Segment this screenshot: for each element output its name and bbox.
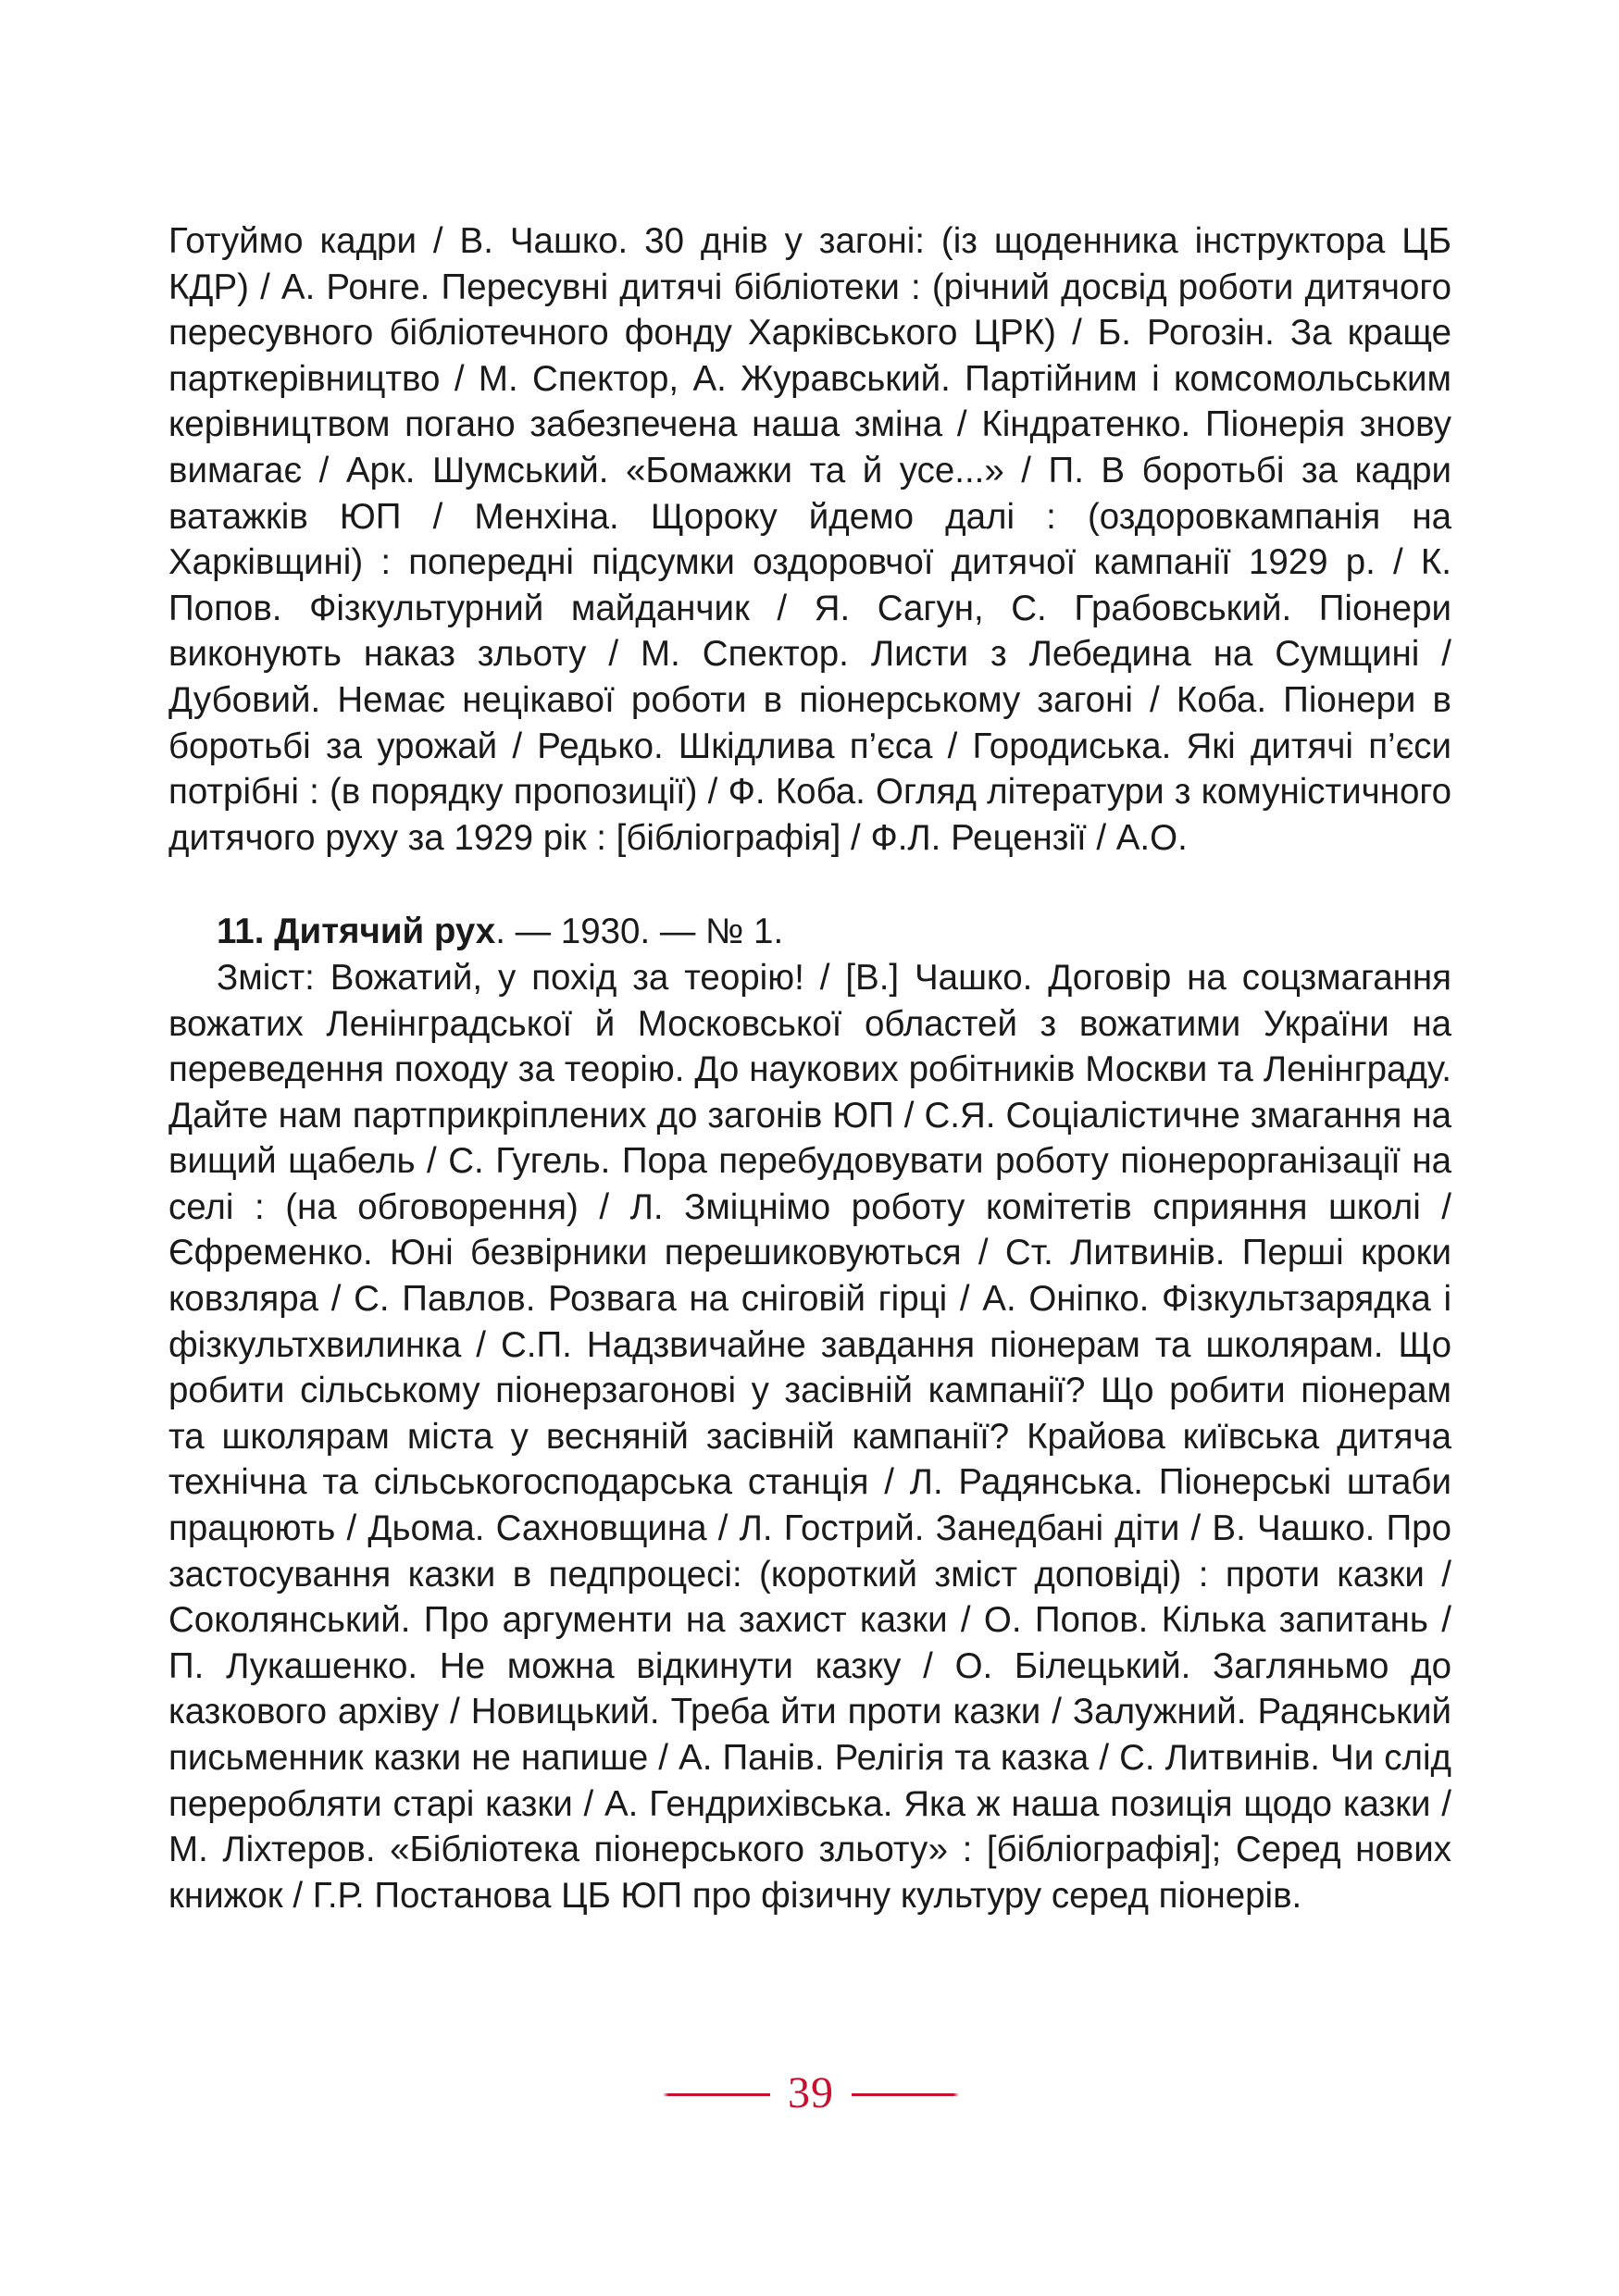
bibliography-entry-heading xyxy=(168,909,1451,955)
footer-rule-right xyxy=(852,2093,953,2096)
footer-rule-left xyxy=(668,2093,770,2096)
entry-spacer xyxy=(168,861,1451,909)
page-footer xyxy=(0,2066,1619,2121)
page-number: 39 xyxy=(788,2068,834,2117)
page-body xyxy=(168,218,1451,1918)
entry-contents-paragraph: Зміст: Вожатий, у похід за теорію! / [В.] Чашко. Договір на соцзмагання вожатих Ленінградської й Московської областей з вожатими України на переведення походу за теорію. До наукових робітників Москви та Ленінграду. Дайте нам партприкріплених до загонів ЮП / С.Я. Соціалістичне змагання на вищий щабель / С. Гугель. Пора перебудовувати роботу піонерорганізації на селі : (на обговорення) / Л. Зміцнімо роботу комітетів сприяння школі / Єфременко. Юні безвірники перешиковуються / Ст. Литвинів. Перші кроки ковзляра / С. Павлов. Розвага на сніговій гірці / А. Оніпко. Фізкультзарядка і фізкультхвилинка / С.П. Надзвичайне завдання піонерам та школярам. Що робити сільському піонерзагонові у засівній кампанії? Що робити піонерам та школярам міста у весняній засівній кампанії? Крайова київська дитяча технічна та сільськогосподарська станція / Л. Радянська. Піонерські штаби працюють / Дьома. Сахновщина / Л. Гострий. Занедбані діти / В. Чашко. Про застосування казки в педпроцесі: (короткий зміст доповіді) : проти казки / Соколянський. Про аргументи на захист казки / О. Попов. Кілька запитань / П. Лукашенко. Не можна відкинути казку / О. Білецький. Загляньмо до казкового архіву / Новицький. Треба йти проти казки / Залужний. Радянський письменник казки не напише / А. Панів. Релігія та казка / С. Литвинів. Чи слід переробляти старі казки / А. Гендрихівська. Яка ж наша позиція щодо казки / М. Ліхтеров. «Бібліотека піонерського зльоту» : [бібліографія]; Серед нових книжок / Г.Р. Постанова ЦБ ЮП про фізичну культуру серед піонерів. xyxy=(168,957,1451,1916)
continuation-paragraph: Готуймо кадри / В. Чашко. 30 днів у загоні: (із щоденника інструктора ЦБ КДР) / А. Ронге. Пересувні дитячі бібліотеки : (річний досвід роботи дитячого пересувного бібліотечного фонду Харківського ЦРК) / Б. Рогозін. За краще парткерівництво / М. Спектор, А. Журавський. Партійним і комсомольським керівництвом погано забезпечена наша зміна / Кіндратенко. Піонерія знову вимагає / Арк. Шумський. «Бомажки та й усе...» / П. В боротьбі за кадри ватажків ЮП / Менхіна. Щороку йдемо далі : (оздоровкампанія на Харківщині) : попередні підсумки оздоровчої дитячої кампанії 1929 р. / К. Попов. Фізкультурний майданчик / Я. Сагун, С. Грабовський. Піонери виконують наказ зльоту / М. Спектор. Листи з Лебедина на Сумщині / Дубовий. Немає нецікавої роботи в піонерському загоні / Коба. Піонери в боротьбі за урожай / Редько. Шкідлива п’єса / Городиська. Які дитячі п’єси потрібні : (в порядку пропозиції) / Ф. Коба. Огляд літератури з комуністичного дитячого руху за 1929 рік : [бібліографія] / Ф.Л. Рецензії / А.О. xyxy=(168,221,1451,858)
entry-details: . — 1930. — № 1. xyxy=(495,912,784,952)
entry-number-title: 11. Дитячий рух xyxy=(217,912,496,952)
